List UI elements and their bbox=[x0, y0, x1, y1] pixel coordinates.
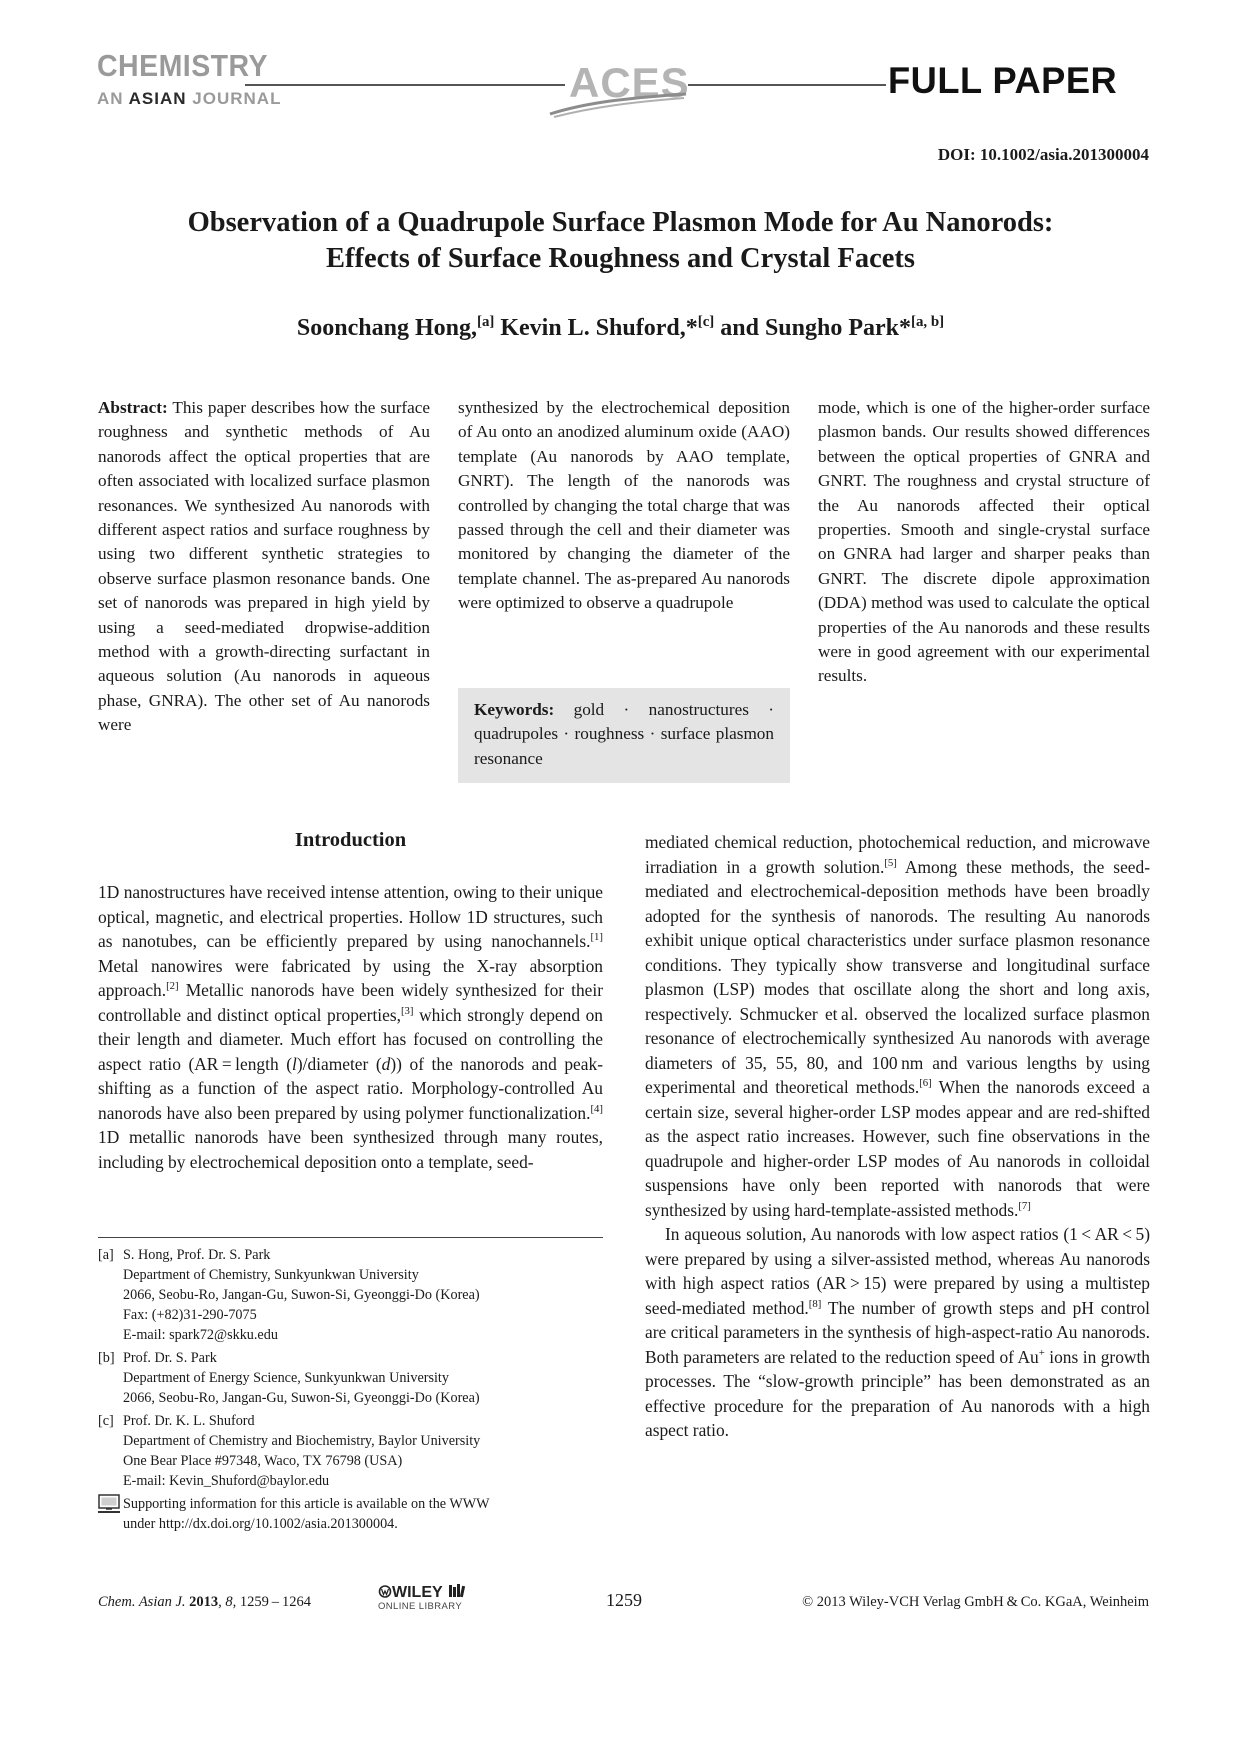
supporting-info-link[interactable]: under http://dx.doi.org/10.1002/asia.201300004. bbox=[123, 1516, 398, 1532]
footnote-line: Prof. Dr. S. Park bbox=[123, 1350, 217, 1366]
supporting-info-note bbox=[98, 1494, 603, 1534]
title-line-2: Effects of Surface Roughness and Crystal Facets bbox=[326, 243, 915, 274]
footnote-line: Department of Chemistry, Sunkyunkwan University bbox=[123, 1267, 419, 1283]
author-shuford: Kevin L. Shuford,* bbox=[494, 315, 698, 341]
footnote-rule bbox=[98, 1237, 603, 1238]
affiliation-ref: [c] bbox=[697, 314, 715, 330]
abstract-column-2 bbox=[458, 396, 790, 616]
footnote-line: 2066, Seobu-Ro, Jangan-Gu, Suwon-Si, Gyeonggi-Do (Korea) bbox=[123, 1390, 480, 1406]
paper-title bbox=[95, 205, 1146, 277]
abstract-text-2: synthesized by the electrochemical deposition of Au onto an anodized aluminum oxide (AAO) template (Au nanorods by AAO template, GNRT). The length of the nanorods was controlled by changing the total charge that was passed through the cell and their diameter was monitored by changing the diameter of the template channel. The as-prepared Au nanorods were optimized to observe a quadrupole bbox=[458, 398, 790, 613]
header-rule-right bbox=[688, 84, 886, 86]
subtitle-suffix: JOURNAL bbox=[186, 89, 282, 108]
footnote-mark: [a] bbox=[98, 1247, 114, 1263]
subtitle-prefix: AN bbox=[97, 89, 129, 108]
footnote-body bbox=[123, 1348, 603, 1408]
keywords-text: gold · nanostructures · quadrupoles · roughness · surface plasmon resonance bbox=[474, 700, 774, 768]
body-text: )) of the nanorods and peak-shifting as a function of the aspect ratio. Morphology-controlled Au nanorods have also been prepared by using polymer functionalization. bbox=[98, 1053, 603, 1123]
footnote-mark: [c] bbox=[98, 1413, 114, 1429]
header-rule-left bbox=[245, 84, 565, 86]
footnote-c bbox=[98, 1411, 603, 1491]
footnote-line: One Bear Place #97348, Waco, TX 76798 (USA) bbox=[123, 1453, 403, 1469]
citation-ref[interactable]: [5] bbox=[884, 856, 897, 869]
footnote-line: S. Hong, Prof. Dr. S. Park bbox=[123, 1247, 271, 1263]
body-text: )/diameter ( bbox=[296, 1053, 382, 1074]
math-variable: d bbox=[381, 1053, 391, 1074]
library-books-icon bbox=[447, 1584, 467, 1598]
email-link[interactable]: E-mail: spark72@skku.edu bbox=[123, 1327, 278, 1343]
body-text: 1D metallic nanorods have been synthesized through many routes, including by electrochemical deposition onto a template, seed- bbox=[98, 1127, 603, 1172]
section-heading-introduction: Introduction bbox=[294, 829, 407, 851]
aces-logo: ACES bbox=[569, 59, 690, 106]
subtitle-asian: ASIAN bbox=[128, 89, 187, 108]
citation-ref[interactable]: [4] bbox=[590, 1102, 603, 1115]
body-column-1 bbox=[98, 880, 603, 1174]
aces-swoosh-icon bbox=[548, 92, 688, 118]
body-text: Metal nanowires were fabricated by using the X-ray absorption approach. bbox=[98, 955, 603, 1000]
citation-ref[interactable]: [2] bbox=[166, 980, 179, 993]
online-library-text: ONLINE LIBRARY bbox=[378, 1601, 463, 1612]
paragraph bbox=[98, 880, 603, 1174]
citation-ref[interactable]: [8] bbox=[808, 1297, 822, 1310]
copyright-notice: © 2013 Wiley-VCH Verlag GmbH & Co. KGaA, Weinheim bbox=[802, 1594, 1149, 1610]
body-text: mediated chemical reduction, photochemical reduction, and microwave irradiation in a growth solution. bbox=[645, 832, 1150, 877]
abstract-label: Abstract: bbox=[98, 398, 168, 417]
footnote-body bbox=[123, 1245, 603, 1345]
author-list bbox=[95, 313, 1146, 343]
ion-charge: + bbox=[1038, 1346, 1045, 1359]
wiley-emblem-icon bbox=[378, 1585, 392, 1598]
abstract-column-1 bbox=[98, 396, 430, 738]
cite-year: 2013 bbox=[185, 1594, 219, 1610]
footnote-mark: [b] bbox=[98, 1350, 115, 1366]
footnote-body bbox=[123, 1411, 603, 1491]
cite-volume: , 8, bbox=[218, 1594, 237, 1610]
body-text: In aqueous solution, Au nanorods with low aspect ratios (1 < AR < 5) were prepared by using a silver-assisted method, whereas Au nanorods with high aspect ratios (AR > 15) were prepared by using a multistep seed-mediated method. bbox=[645, 1224, 1150, 1318]
footnote-line: 2066, Seobu-Ro, Jangan-Gu, Suwon-Si, Gyeonggi-Do (Korea) bbox=[123, 1287, 480, 1303]
keywords-label: Keywords: bbox=[474, 700, 555, 719]
footnote-b bbox=[98, 1348, 603, 1408]
affiliation-ref: [a] bbox=[476, 314, 495, 330]
email-link[interactable]: E-mail: Kevin_Shuford@baylor.edu bbox=[123, 1473, 330, 1489]
wiley-name-text: WILEY bbox=[392, 1584, 443, 1601]
computer-icon bbox=[98, 1494, 123, 1514]
doi[interactable]: DOI: 10.1002/asia.201300004 bbox=[937, 145, 1149, 164]
journal-logo-subtitle bbox=[97, 90, 281, 107]
wiley-online-library-logo[interactable] bbox=[378, 1584, 467, 1612]
citation-ref[interactable]: [7] bbox=[1018, 1199, 1031, 1212]
author-park: and Sungho Park* bbox=[714, 315, 911, 341]
author-hong: Soonchang Hong, bbox=[296, 315, 477, 341]
footnote-body bbox=[123, 1494, 603, 1534]
footnote-a bbox=[98, 1245, 603, 1345]
abstract-text-3: mode, which is one of the higher-order surface plasmon bands. Our results showed differences between the optical properties of GNRA and GNRT. The roughness and crystal structure of the Au nanorods affected their optical properties. Smooth and single-crystal surface on GNRA had larger and sharper peaks than GNRT. The discrete dipole approximation (DDA) method was used to calculate the optical properties of the Au nanorods and these results were in good agreement with our experimental results. bbox=[818, 398, 1150, 686]
body-text: Among these methods, the seed-mediated and electrochemical-deposition methods have been broadly adopted for the synthesis of nanorods. The resulting Au nanorods exhibit unique optical characteristics under surface plasmon resonance conditions. They typically show transverse and longitudinal surface plasmon (LSP) modes that oscillate along the short and long axis, respectively. Schmucker et al. observed the localized surface plasmon resonance of electrochemically synthesized Au nanorods with average diameters of 35, 55, 80, and 100 nm and various lengths by using experimental and theoretical methods. bbox=[645, 856, 1150, 1097]
journal-citation bbox=[98, 1594, 311, 1611]
page-number: 1259 bbox=[606, 1590, 642, 1610]
wiley-wordmark bbox=[378, 1584, 467, 1601]
body-text: 1D nanostructures have received intense attention, owing to their unique optical, magnetic, and electrical properties. Hollow 1D structures, such as nanotubes, can be efficiently prepared by using nanochannels. bbox=[98, 882, 603, 951]
affiliation-ref: [a, b] bbox=[911, 314, 945, 330]
footnote-line: Fax: (+82)31-290-7075 bbox=[123, 1307, 257, 1323]
abstract-column-3 bbox=[818, 396, 1150, 689]
abstract-text-1: This paper describes how the surface roughness and synthetic methods of Au nanorods affect the optical properties that are often associated with localized surface plasmon resonances. We synthesized Au nanorods with different aspect ratios and surface roughness by using two different synthetic strategies to observe surface plasmon resonance bands. One set of nanorods was prepared in high yield by using a seed-mediated dropwise-addition method with a growth-directing surfactant in aqueous solution (Au nanorods in aqueous phase, GNRA). The other set of Au nanorods were bbox=[98, 398, 430, 735]
title-line-1: Observation of a Quadrupole Surface Plasmon Mode for Au Nanorods: bbox=[187, 207, 1054, 238]
paragraph bbox=[645, 1222, 1150, 1443]
math-variable: l bbox=[292, 1053, 297, 1074]
keywords-box bbox=[458, 688, 790, 783]
cite-journal: Chem. Asian J. bbox=[98, 1594, 186, 1610]
footnote-line: Department of Chemistry and Biochemistry, Baylor University bbox=[123, 1433, 481, 1449]
citation-ref[interactable]: [1] bbox=[590, 931, 603, 944]
body-text: which strongly depend on their length and diameter. Much effort has focused on controlling the aspect ratio (AR = length ( bbox=[98, 1004, 603, 1074]
supporting-info-text: Supporting information for this article is available on the WWW bbox=[123, 1496, 490, 1512]
body-text: ions in growth processes. The “slow-growth principle” has been demonstrated as an effective procedure for the preparation of Au nanorods with a high aspect ratio. bbox=[645, 1346, 1150, 1440]
body-column-2 bbox=[645, 830, 1150, 1443]
body-text: Metallic nanorods have been widely synthesized for their controllable and distinct optical properties, bbox=[98, 980, 603, 1025]
section-label: FULL PAPER bbox=[888, 60, 1118, 101]
citation-ref[interactable]: [3] bbox=[400, 1004, 414, 1017]
paragraph bbox=[645, 830, 1150, 1222]
journal-logo-chemistry: CHEMISTRY bbox=[97, 48, 269, 83]
cite-pages: 1259 – 1264 bbox=[236, 1594, 311, 1610]
footnote-line: Department of Energy Science, Sunkyunkwan University bbox=[123, 1370, 449, 1386]
footnote-line: Prof. Dr. K. L. Shuford bbox=[123, 1413, 255, 1429]
affiliation-footnotes bbox=[98, 1245, 603, 1537]
body-text: When the nanorods exceed a certain size, several higher-order LSP modes appear and are red-shifted as the aspect ratio increases. However, such fine observations in the quadrupole and higher-order LSP modes of Au nanorods in colloidal suspensions have only been reported with nanorods that were synthesized by using hard-template-assisted methods. bbox=[645, 1077, 1150, 1220]
body-text: The number of growth steps and pH control are critical parameters in the synthesis of high-aspect-ratio Au nanorods. Both parameters are related to the reduction speed of Au bbox=[645, 1297, 1150, 1367]
citation-ref[interactable]: [6] bbox=[919, 1077, 932, 1090]
